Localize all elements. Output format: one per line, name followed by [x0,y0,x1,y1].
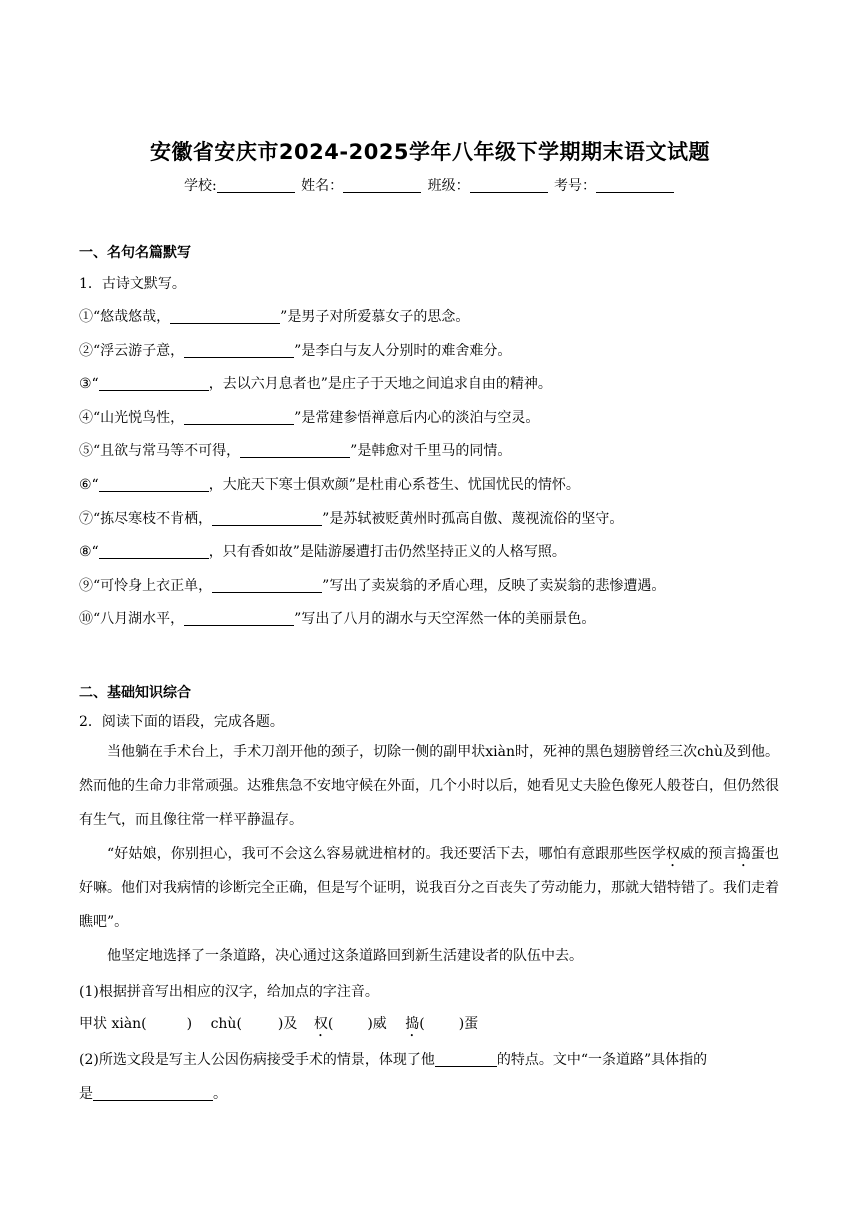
recitation-item: ③“ ，去以六月息者也”是庄子于天地之间追求自由的精神。 [79,376,552,392]
answer-blank[interactable] [184,410,294,425]
sub-question: (1)根据拼音写出相应的汉字，给加点的字注音。 [79,984,379,1000]
answer-blank[interactable] [99,477,209,492]
answer-blank[interactable] [212,511,322,526]
class-blank[interactable] [470,178,548,193]
sub-question: (2)所选文段是写主人公因伤病接受手术的情景，体现了他 的特点。文中“一条道路”具体指的 [79,1052,708,1068]
dotted-char: 捣 [736,846,751,862]
answer-blank[interactable] [99,544,209,559]
recitation-item: ⑨“可怜身上衣正单， ”写出了卖炭翁的矛盾心理，反映了卖炭翁的悲惨遭遇。 [79,578,666,594]
dotted-char: 权 [313,1016,328,1032]
name-label: 姓名： [301,178,344,194]
exam-title: 安徽省安庆市2024-2025学年八年级下学期期末语文试题 [149,140,711,164]
answer-blank[interactable] [99,376,209,391]
student-info-line [0,175,860,195]
answer-blank[interactable] [170,309,280,324]
recitation-item: ②“浮云游子意， ”是李白与友人分别时的难舍难分。 [79,343,512,359]
answer-blank[interactable] [435,1052,497,1067]
recitation-item: ⑤“且欲与常马等不可得， ”是韩愈对千里马的同情。 [79,443,512,459]
school-blank[interactable] [217,178,295,193]
pinyin-answer-line: 甲状 xiàn( ) chù( )及 权( )威 捣( )蛋 [79,1016,479,1032]
reading-passage [79,735,779,973]
recitation-item: ⑧“ ，只有香如故”是陆游屡遭打击仍然坚持正义的人格写照。 [79,544,566,560]
question-stem: 2．阅读下面的语段，完成各题。 [79,714,284,730]
passage-paragraph: 他坚定地选择了一条道路，决心通过这条道路回到新生活建设者的队伍中去。 [107,948,583,964]
exam-number-label: 考号： [554,178,597,194]
answer-blank[interactable] [184,611,294,626]
recitation-item: ④“山光悦鸟性， ”是常建参悟禅意后内心的淡泊与空灵。 [79,410,540,426]
recitation-item: ⑥“ ，大庇天下寒士俱欢颜”是杜甫心系苍生、忧国忧民的情怀。 [79,477,580,493]
question-stem: 1．古诗文默写。 [79,276,186,292]
sub-question-cont: 是 。 [79,1086,227,1102]
dotted-char: 权 [665,846,681,862]
school-label: 学校: [183,178,217,194]
name-blank[interactable] [343,178,421,193]
answer-blank[interactable] [93,1086,213,1101]
answer-blank[interactable] [212,578,322,593]
recitation-item: ⑦“拣尽寒枝不肯栖， ”是苏轼被贬黄州时孤高自傲、蔑视流俗的坚守。 [79,511,624,527]
section-heading: 一、名句名篇默写 [79,245,191,261]
passage-paragraph: “好姑娘，你别担心，我可不会这么容易就进棺材的。我还要活下去，哪怕有意跟那些医学权威的预言捣蛋也好嘛。他们对我病情的诊断完全正确，但是写个证明，说我百分之百丧失了劳动能力，那就大错特错了。我们走着瞧吧”。 [79,846,780,930]
dotted-char: 捣 [405,1016,420,1032]
exam-number-blank[interactable] [596,178,674,193]
answer-blank[interactable] [184,343,294,358]
answer-blank[interactable] [240,443,350,458]
class-label: 班级： [427,178,470,194]
section-heading: 二、基础知识综合 [79,685,191,701]
passage-paragraph: 当他躺在手术台上，手术刀剖开他的颈子，切除一侧的副甲状xiàn时，死神的黑色翅膀曾经三次chù及到他。然而他的生命力非常顽强。达雅焦急不安地守候在外面，几个小时以后，她看见丈夫脸色像死人般苍白，但仍然很有生气，而且像往常一样平静温存。 [79,744,779,828]
recitation-item: ①“悠哉悠哉， ”是男子对所爱慕女子的思念。 [79,309,470,325]
recitation-item: ⑩“八月湖水平， ”写出了八月的湖水与天空浑然一体的美丽景色。 [79,611,596,627]
